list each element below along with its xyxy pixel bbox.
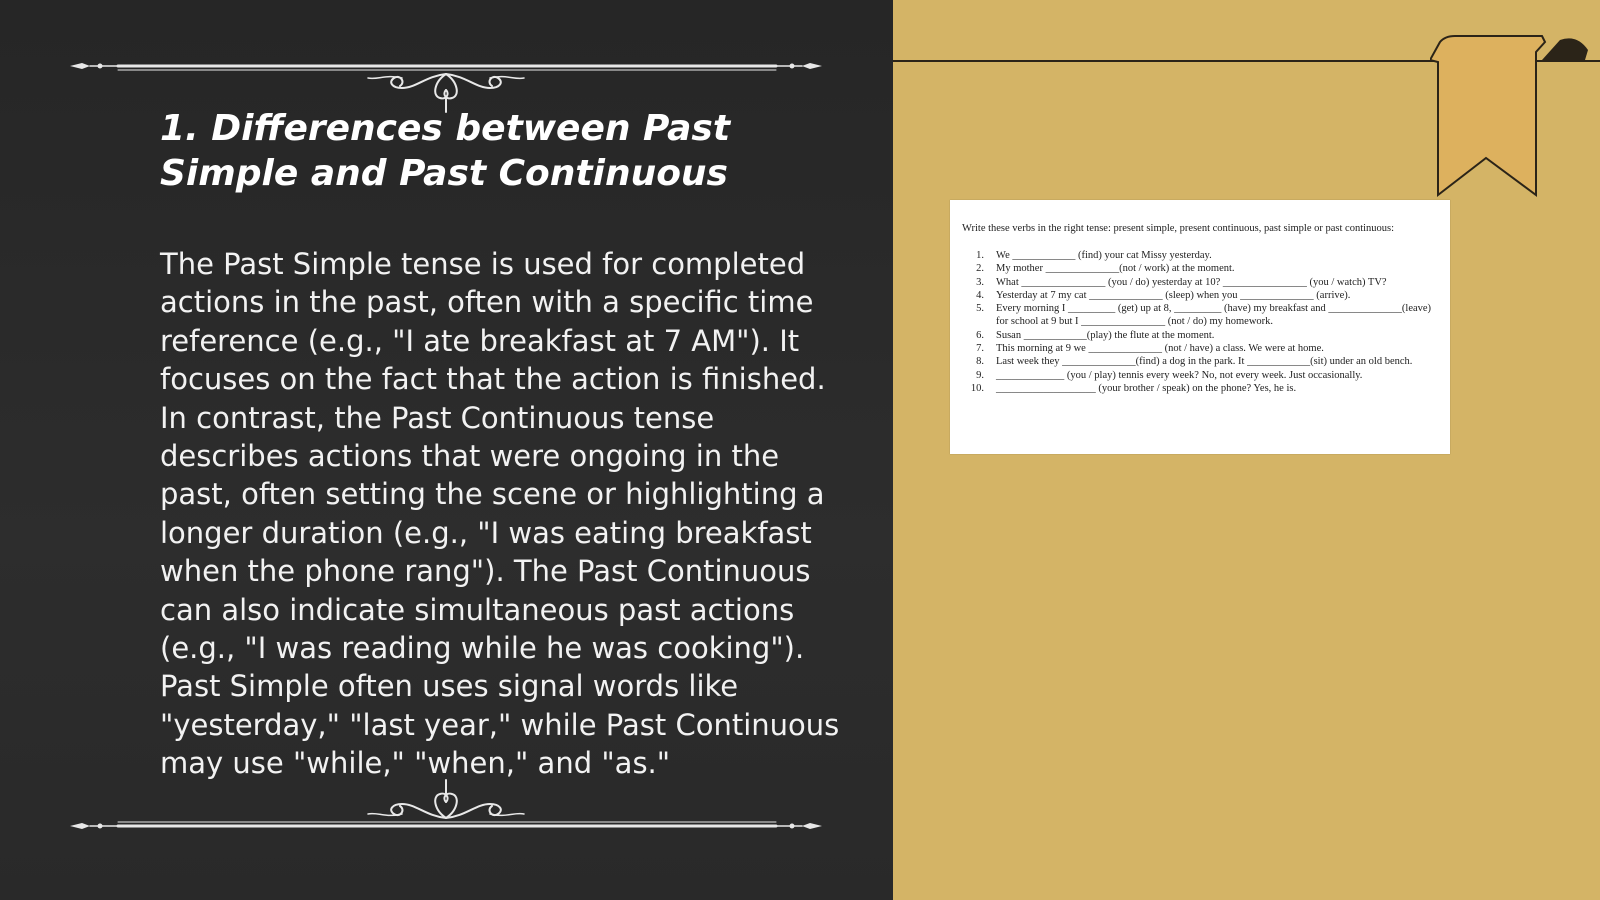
worksheet-image (950, 200, 1450, 454)
worksheet-item: 8. Last week they ______________(find) a dog in the park. It ____________(sit) under an old bench. (976, 356, 1413, 368)
worksheet-instructions: Write these verbs in the right tense: present simple, present continuous, past simple or past continuous: (962, 223, 1395, 234)
worksheet-item: 9. _____________ (you / play) tennis every week? No, not every week. Just occasionally. (976, 369, 1363, 381)
worksheet-item: 2. My mother ______________(not / work) at the moment. (976, 263, 1235, 275)
worksheet-item: 1. We ____________ (find) your cat Missy yesterday. (976, 250, 1212, 261)
bookmark-ribbon (1430, 30, 1600, 205)
worksheet-item: 4. Yesterday at 7 my cat ______________ (sleep) when you ______________ (arrive). (976, 289, 1351, 301)
worksheet-item: 10. ___________________ (your brother / speak) on the phone? Yes, he is. (970, 382, 1297, 394)
worksheet-item: 7. This morning at 9 we ______________ (not / have) a class. We were at home. (976, 343, 1324, 355)
ornamental-frame-bottom (66, 776, 826, 836)
slide-title: 1. Differences between Past Simple and Past Continuous (160, 108, 731, 194)
slide-body-text: The Past Simple tense is used for completed actions in the past, often with a specific time reference (e.g., "I ate breakfast at 7 AM"). It focuses on the fact that the action is finished. In contrast, the Past Continuous tense describes actions that were ongoing in the past, often setting the scene or highlighting a longer duration (e.g., "I was eating breakfast when the phone rang"). The Past Continuous can also indicate simultaneous past actions (e.g., "I was reading while he was cooking"). Past Simple often uses signal words like "yesterday," "last year," while Past Continuous may use "while," "when," and "as." (160, 247, 840, 781)
worksheet-item: 3. What ________________ (you / do) yesterday at 10? ________________ (you / watch) TV? (976, 276, 1387, 288)
worksheet-item: 5. Every morning I _________ (get) up at 8, _________ (have) my breakfast and ______________(leave) for school at 9 but I ________________ (not / do) my homework. (976, 303, 1432, 328)
worksheet-item: 6. Susan ____________(play) the flute at the moment. (976, 329, 1215, 341)
worksheet-exercise-list (962, 249, 1432, 395)
